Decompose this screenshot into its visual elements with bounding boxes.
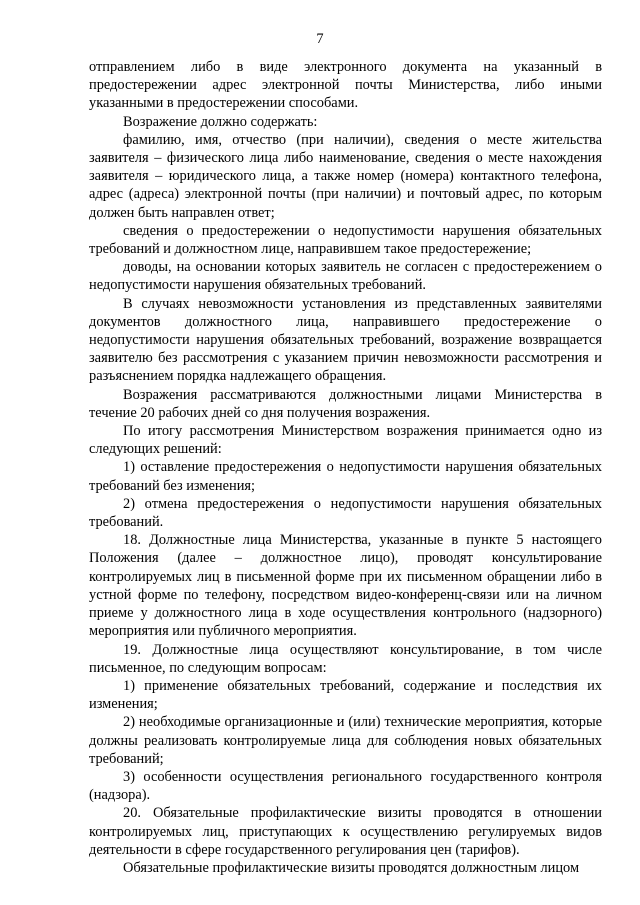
- paragraph-item-20: 20. Обязательные профилактические визиты проводятся в отношении контролируемых лиц, приступающих к осуществлению регулируемых видов деятельности в сфере государственного регулирования цен (тарифов).: [89, 805, 602, 858]
- paragraph-applicant-info: фамилию, имя, отчество (при наличии), сведения о месте жительства заявителя – физического лица либо наименование, сведения о месте нахождения заявителя – юридического лица, а также номер (номера) контактного телефона, адрес (адреса) электронной почты (при наличии) и почтовый адрес, по которым должен быть направлен ответ;: [89, 131, 602, 221]
- paragraph-return-without-review: В случаях невозможности установления из представленных заявителями документов должностного лица, направившего предостережение о недопустимости нарушения обязательных требований, возражение возвращается заявителю без рассмотрения с указанием причин невозможности рассмотрения и разъяснением порядка надлежащего обращения.: [89, 295, 602, 385]
- paragraph-item-18: 18. Должностные лица Министерства, указанные в пункте 5 настоящего Положения (далее – должностное лицо), проводят консультирование контролируемых лиц в письменной форме при их письменном обращении либо в устной форме по телефону, посредством видео-конференц-связи или на личном приеме у должностного лица в ходе осуществления контрольного (надзорного) мероприятия или публичного мероприятия.: [89, 532, 602, 640]
- paragraph-continuation: отправлением либо в виде электронного документа на указанный в предостережении адрес электронной почты Министерства, либо иными указанными в предостережении способами.: [89, 59, 602, 112]
- paragraph-item-20-continuation: Обязательные профилактические визиты проводятся должностным лицом: [123, 859, 580, 876]
- paragraph-objection-content-heading: Возражение должно содержать:: [123, 113, 318, 130]
- page-number: 7: [316, 31, 324, 47]
- paragraph-decisions-intro: По итогу рассмотрения Министерством возражения принимается одно из следующих решений:: [89, 423, 602, 458]
- paragraph-item-19-1: 1) применение обязательных требований, содержание и последствия их изменения;: [89, 677, 602, 713]
- paragraph-decision-1: 1) оставление предостережения о недопустимости нарушения обязательных требований без изменения;: [89, 459, 602, 494]
- paragraph-item-19: 19. Должностные лица осуществляют консультирование, в том числе письменное, по следующим вопросам:: [89, 641, 602, 676]
- paragraph-review-period: Возражения рассматриваются должностными лицами Министерства в течение 20 рабочих дней со дня получения возражения.: [89, 386, 602, 421]
- paragraph-item-19-3: 3) особенности осуществления регионального государственного контроля (надзора).: [89, 768, 602, 804]
- paragraph-warning-info: сведения о предостережении о недопустимости нарушения обязательных требований и должностном лице, направившем такое предостережение;: [89, 222, 602, 258]
- paragraph-arguments: доводы, на основании которых заявитель не согласен с предостережением о недопустимости нарушения обязательных требований.: [89, 259, 602, 294]
- paragraph-item-19-2: 2) необходимые организационные и (или) технические мероприятия, которые должны реализовать контролируемые лица для соблюдения новых обязательных требований;: [89, 714, 602, 767]
- paragraph-decision-2: 2) отмена предостережения о недопустимости нарушения обязательных требований.: [89, 495, 602, 531]
- document-body: [89, 58, 602, 877]
